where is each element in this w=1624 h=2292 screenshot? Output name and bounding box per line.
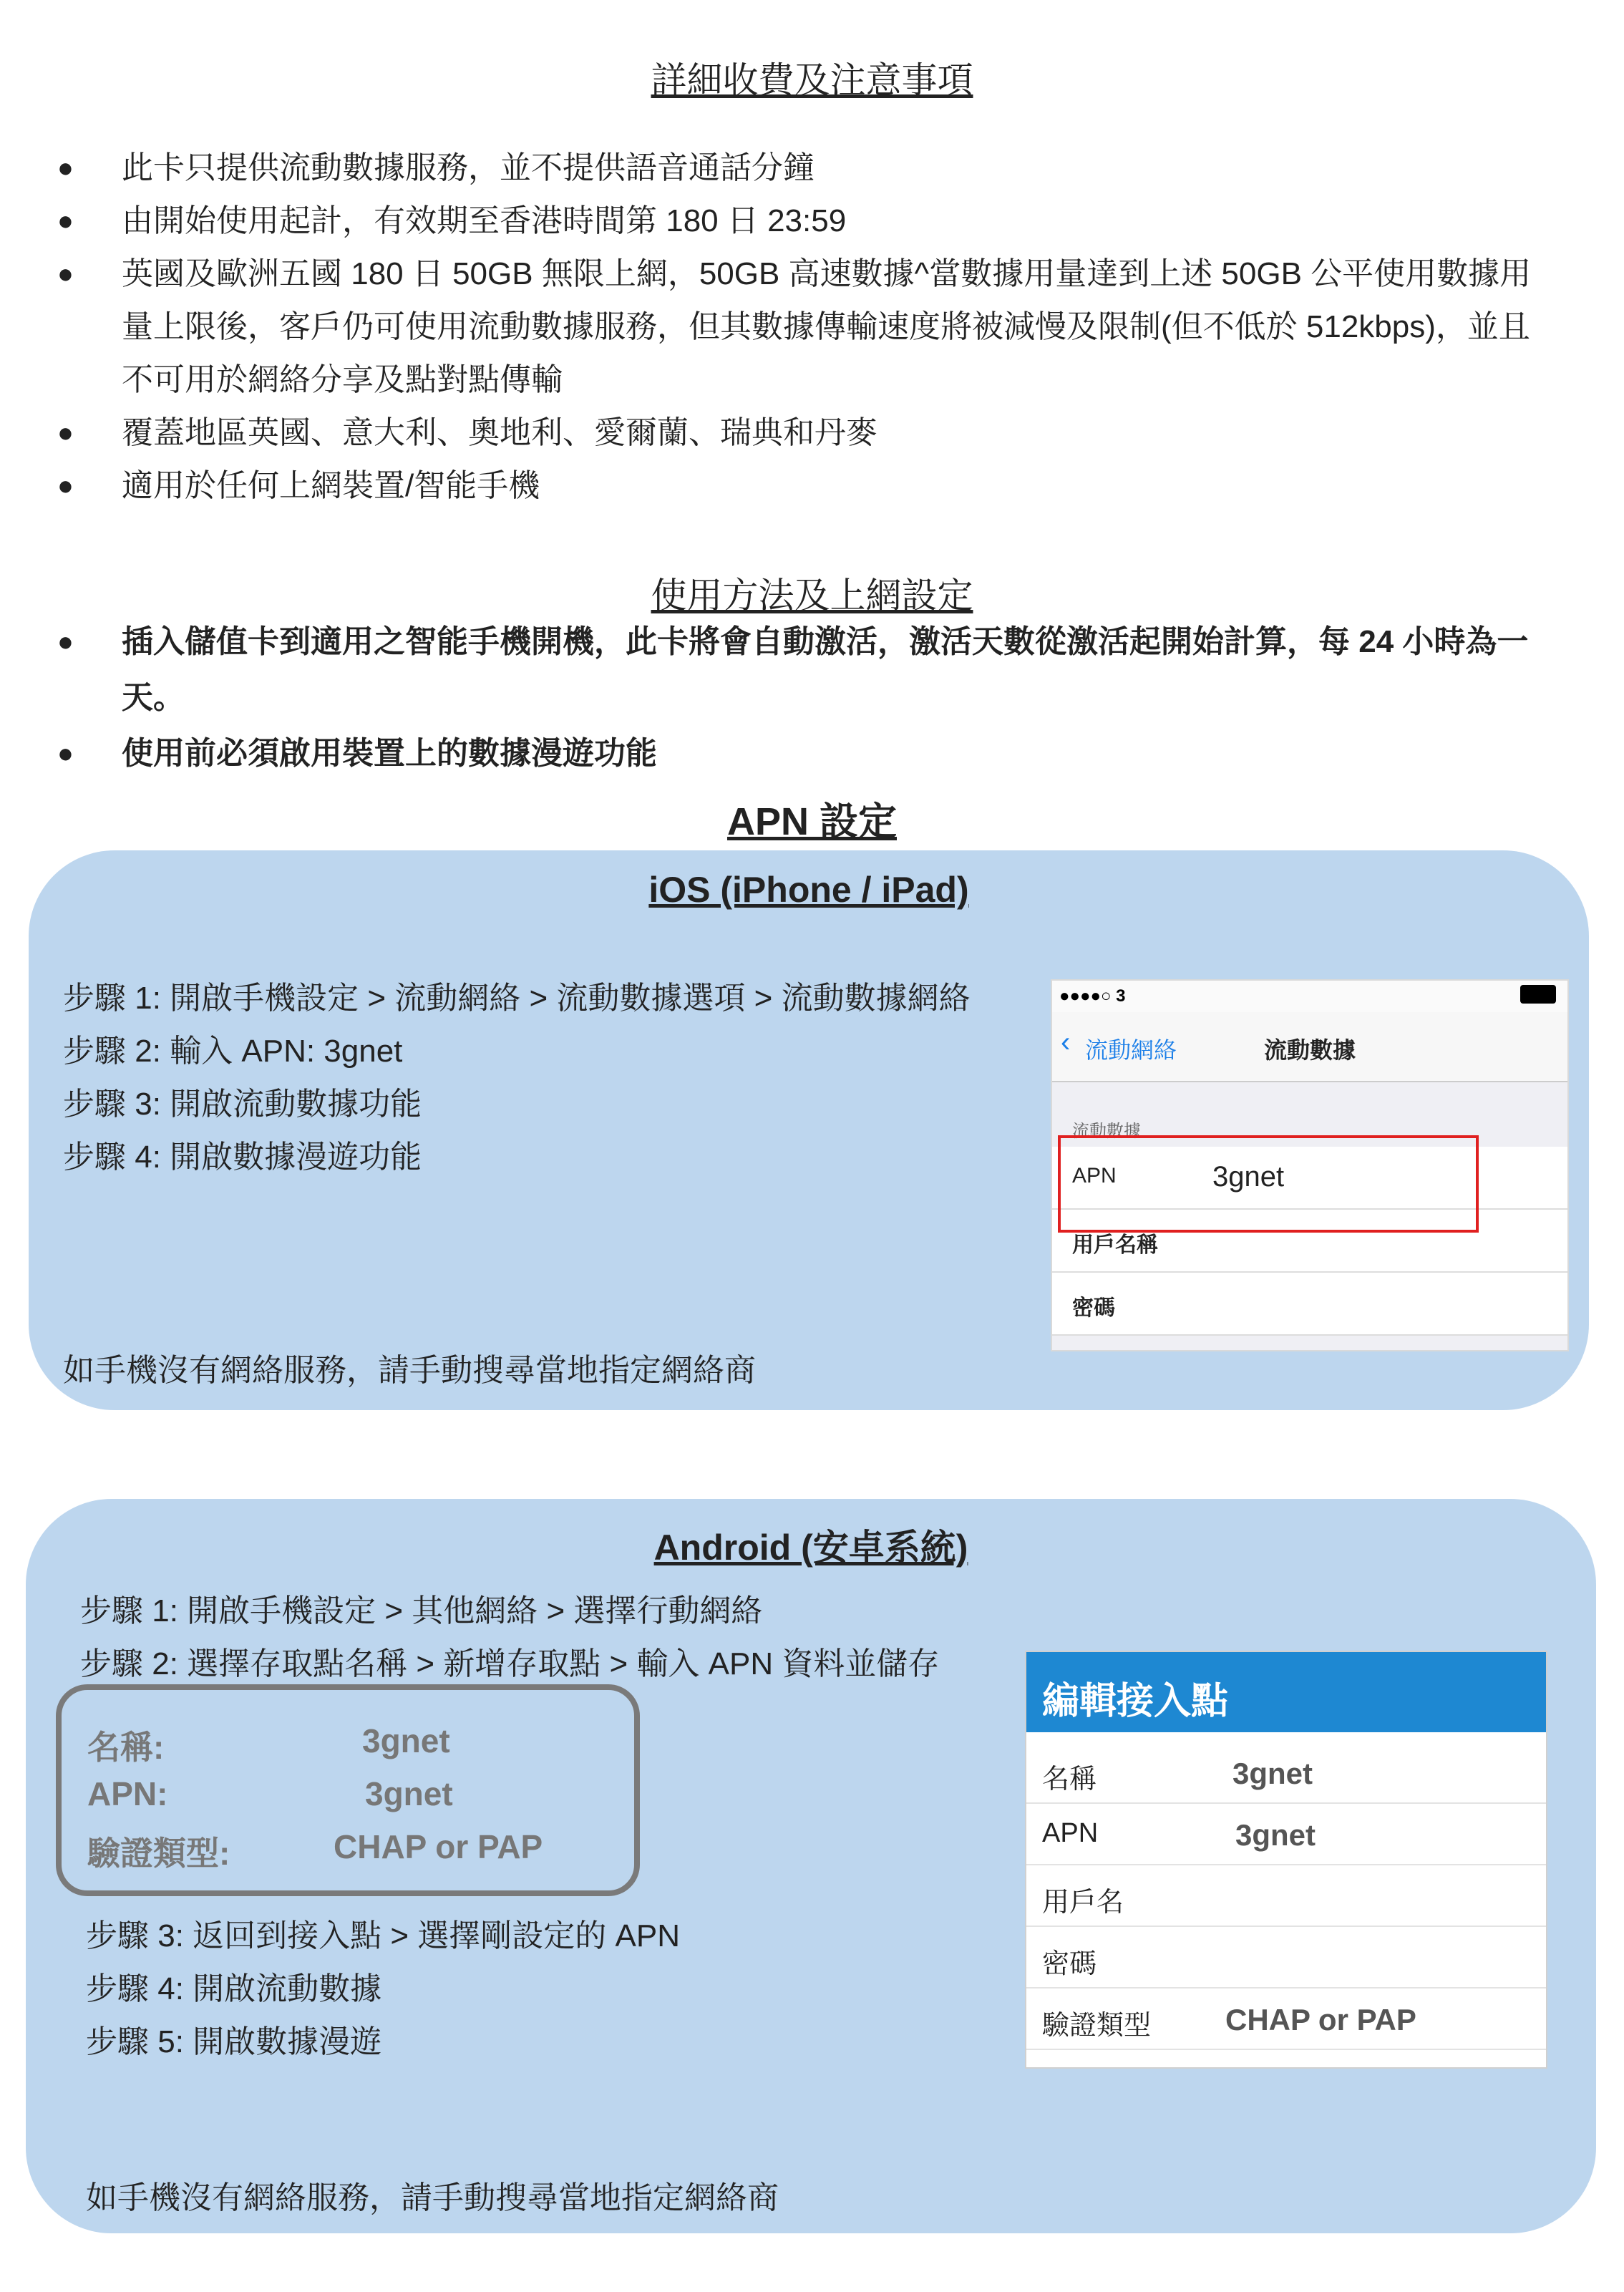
android-header [1026, 1652, 1546, 1732]
android-step-5: 步驟 5: 開啟數據漫遊 [86, 2024, 382, 2059]
android-row-auth[interactable] [1026, 1988, 1546, 2050]
android-row-apn[interactable] [1026, 1804, 1546, 1865]
fees-list [57, 142, 1560, 513]
row-label: 驗證類型 [1042, 2011, 1152, 2041]
back-button[interactable]: 流動網絡 [1085, 1037, 1177, 1063]
back-chevron-icon[interactable]: ‹ [1061, 1026, 1071, 1058]
list-item: ● 此卡只提供流動數據服務，並不提供語音通話分鐘 [57, 142, 1560, 195]
box-apn-value: 3gnet [365, 1775, 453, 1812]
android-row-password[interactable] [1026, 1927, 1546, 1988]
password-label: 密碼 [1072, 1296, 1115, 1320]
list-item: ● 使用前必須啟用裝置上的數據漫遊功能 [57, 726, 1560, 782]
nav-title: 流動數據 [1264, 1037, 1356, 1063]
row-label: APN [1042, 1818, 1099, 1848]
android-step-2: 步驟 2: 選擇存取點名稱 > 新增存取點 > 輸入 APN 資料並儲存 [80, 1646, 940, 1681]
box-name-label: 名稱: [87, 1729, 165, 1766]
list-item: ● 適用於任何上網裝置/智能手機 [57, 460, 1560, 513]
android-step-1: 步驟 1: 開啟手機設定 > 其他網絡 > 選擇行動網絡 [80, 1593, 763, 1628]
android-step-4: 步驟 4: 開啟流動數據 [86, 1971, 382, 2006]
list-item: ● 插入儲值卡到適用之智能手機開機，此卡將會自動激活，激活天數從激活起開始計算，每 24 小時為一天。 [57, 614, 1560, 726]
box-name-value: 3gnet [362, 1722, 450, 1759]
ios-status-bar [1052, 981, 1567, 1012]
box-apn-label: APN: [87, 1775, 168, 1812]
row-value: 3gnet [1235, 1818, 1316, 1852]
ios-nav-bar [1052, 1012, 1567, 1082]
battery-icon [1520, 985, 1556, 1004]
signal-indicator: ●●●●○ 3 [1059, 986, 1126, 1006]
android-header-title: 編輯接入點 [1042, 1681, 1229, 1722]
fees-title: 詳細收費及注意事項 [651, 60, 973, 100]
list-item: ● 覆蓋地區英國、意大利、奧地利、愛爾蘭、瑞典和丹麥 [57, 407, 1560, 460]
ios-step-4: 步驟 4: 開啟數據漫遊功能 [63, 1140, 422, 1175]
box-auth-value: CHAP or PAP [334, 1828, 543, 1865]
android-row-name[interactable] [1026, 1742, 1546, 1804]
usage-title: 使用方法及上網設定 [651, 576, 973, 616]
ios-note: 如手機沒有網絡服務，請手動搜尋當地指定網絡商 [63, 1353, 756, 1388]
android-note: 如手機沒有網絡服務，請手動搜尋當地指定網絡商 [86, 2180, 779, 2215]
android-step-3: 步驟 3: 返回到接入點 > 選擇剛設定的 APN [86, 1918, 680, 1953]
list-item: ● 由開始使用起計，有效期至香港時間第 180 日 23:59 [57, 195, 1560, 248]
ios-settings-screenshot [1051, 979, 1569, 1351]
android-row-username[interactable] [1026, 1865, 1546, 1927]
apn-title: APN 設定 [726, 800, 897, 843]
apn-value: 3gnet [1212, 1161, 1285, 1193]
ios-step-1: 步驟 1: 開啟手機設定 > 流動網絡 > 流動數據選項 > 流動數據網絡 [63, 981, 971, 1016]
apn-label: APN [1072, 1164, 1117, 1188]
section-label: 流動數據 [1072, 1122, 1141, 1141]
row-value: CHAP or PAP [1225, 2003, 1416, 2036]
username-label: 用戶名稱 [1072, 1233, 1158, 1257]
android-apn-screenshot [1025, 1651, 1547, 2069]
row-label: 用戶名 [1042, 1888, 1124, 1918]
row-value: 3gnet [1232, 1757, 1313, 1790]
box-auth-label: 驗證類型: [87, 1835, 230, 1872]
password-row[interactable] [1052, 1273, 1567, 1336]
list-item: ● 英國及歐洲五國 180 日 50GB 無限上網，50GB 高速數據^當數據用量達到上述 50GB 公平使用數據用量上限後，客戶仍可使用流動數據服務，但其數據傳輸速度將被減慢及限制(但不低於 512kbps)，並且不可用於網絡分享及點對點傳輸 [57, 248, 1560, 407]
usage-list [57, 614, 1560, 782]
apn-highlight-box [1058, 1135, 1479, 1233]
ios-title: iOS (iPhone / iPad) [648, 870, 969, 910]
row-label: 密碼 [1042, 1949, 1097, 1979]
apn-settings-box [56, 1684, 640, 1896]
row-label: 名稱 [1042, 1764, 1097, 1795]
ios-step-3: 步驟 3: 開啟流動數據功能 [63, 1087, 422, 1122]
ios-step-2: 步驟 2: 輸入 APN: 3gnet [63, 1034, 403, 1069]
android-title: Android (安卓系統) [653, 1528, 968, 1568]
